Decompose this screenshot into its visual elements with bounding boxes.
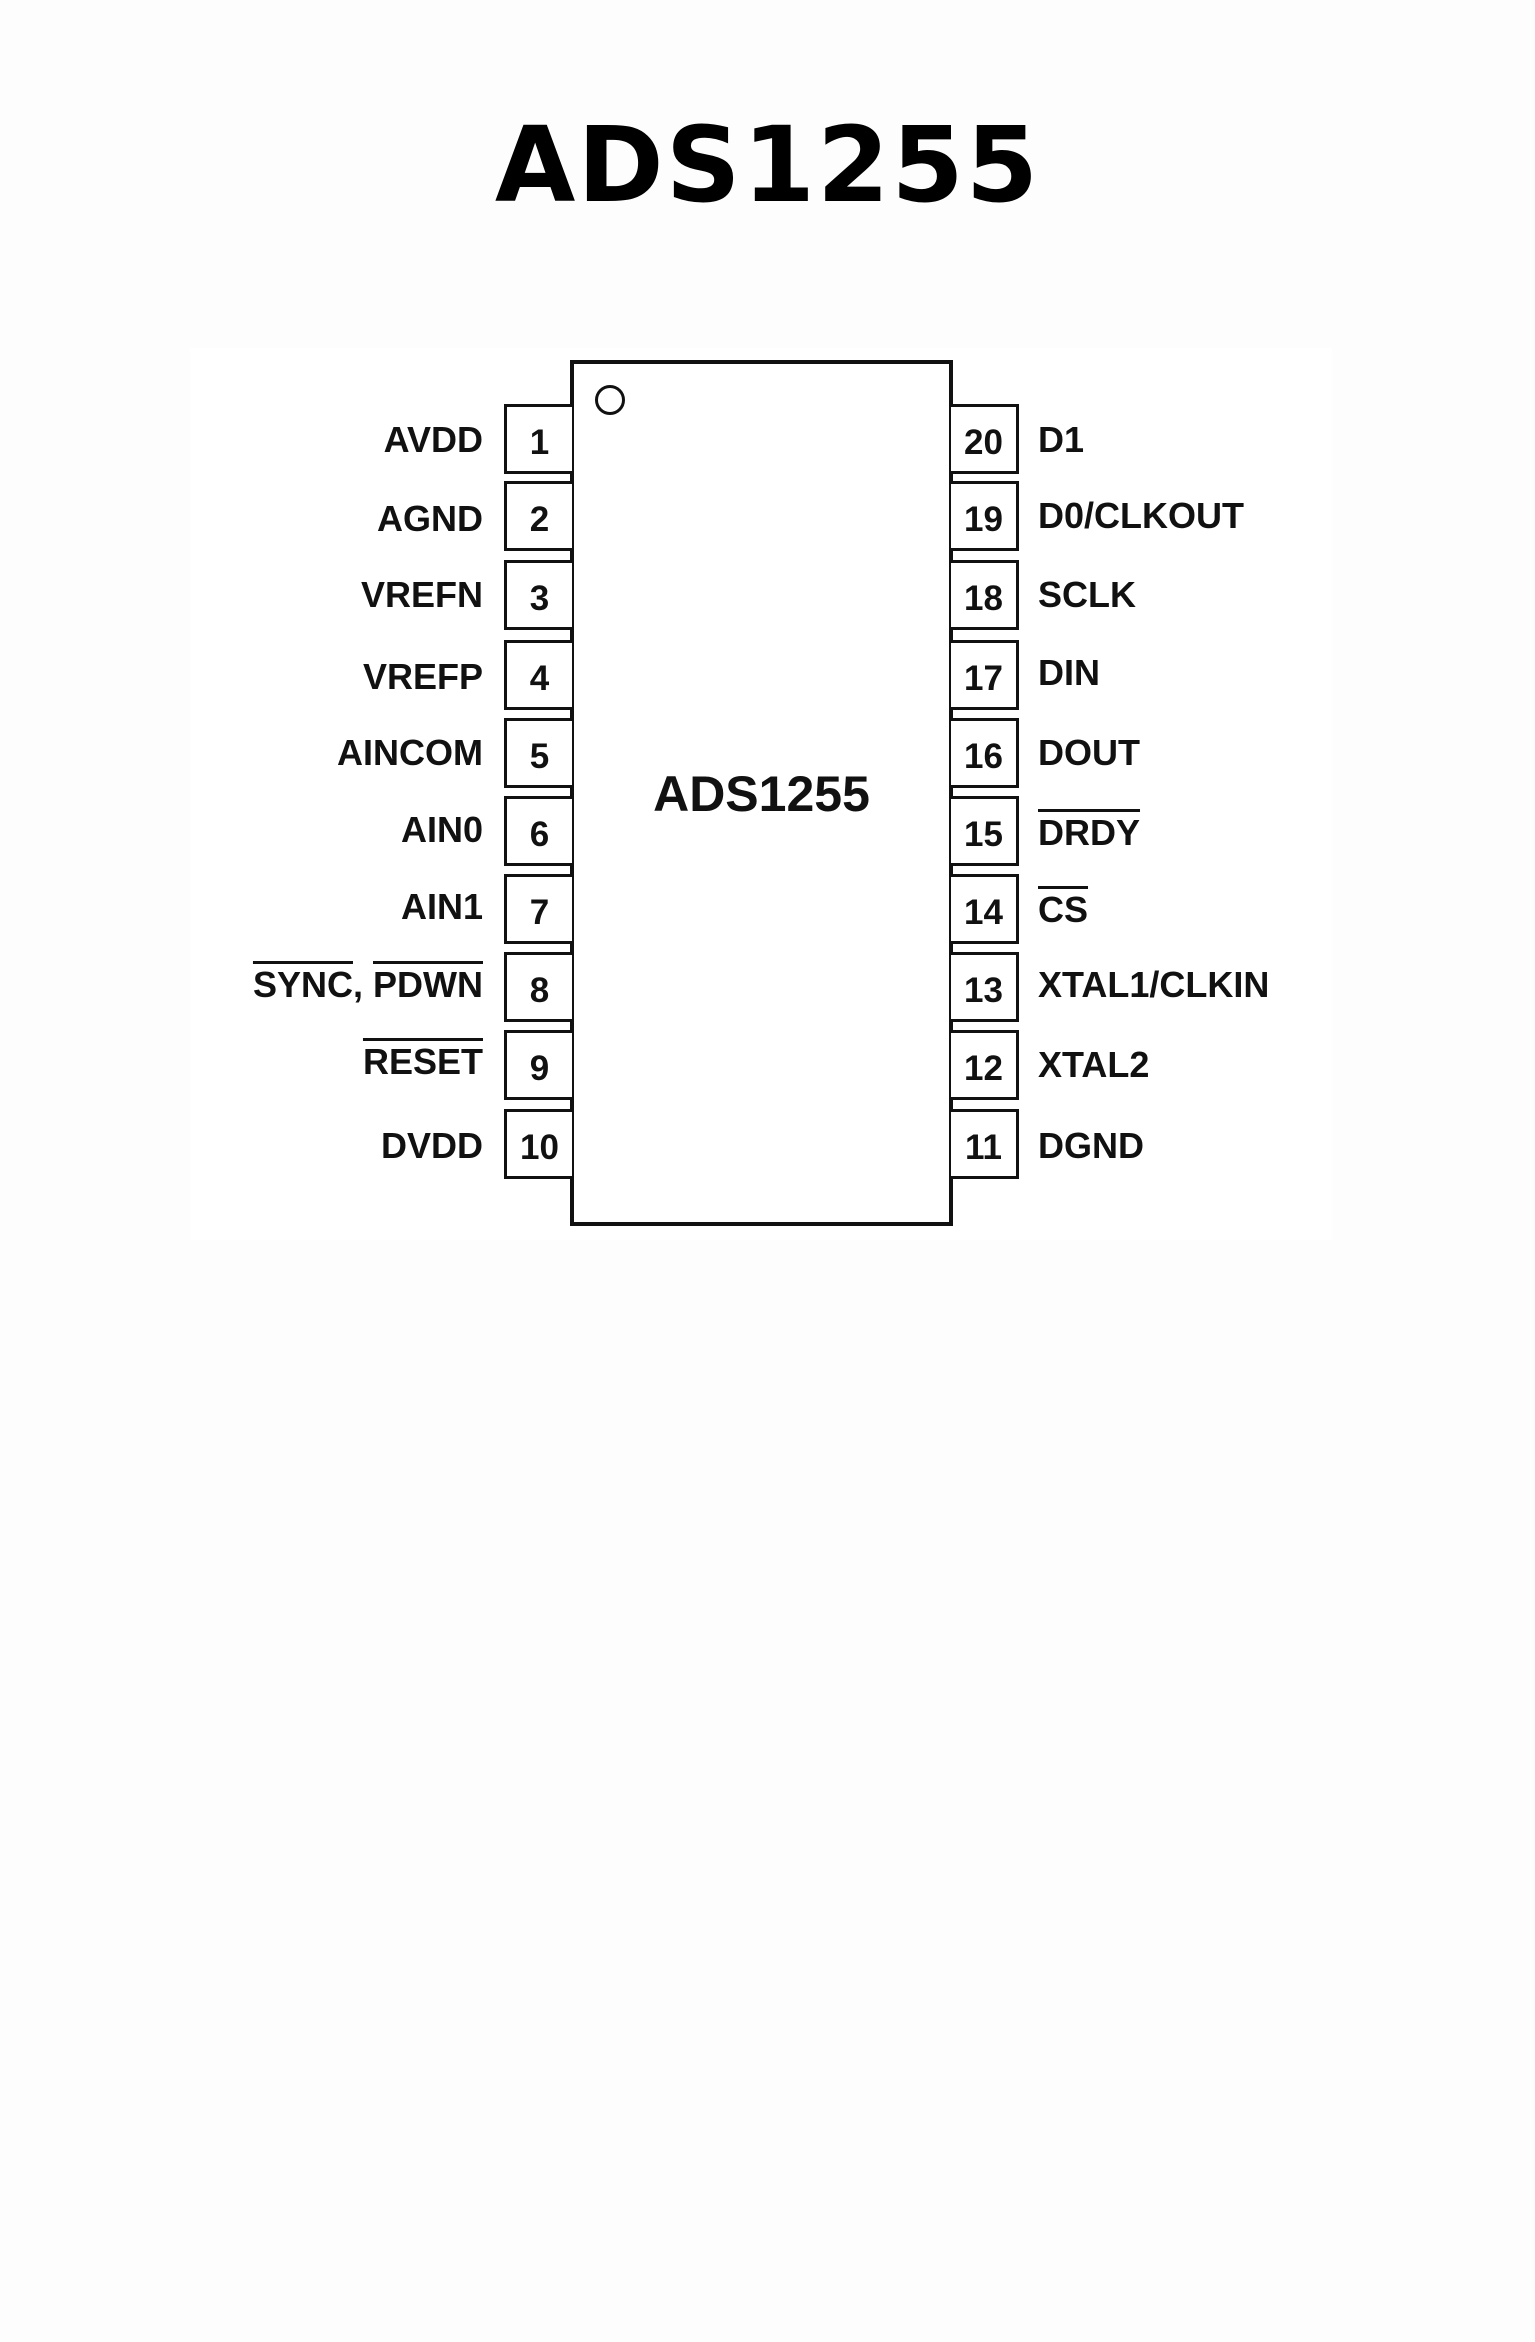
pin-11-label: DGND	[1038, 1125, 1144, 1166]
pin-9-label: RESET	[362, 1041, 483, 1082]
pin-9-number: 9	[504, 1030, 572, 1100]
pin-14-label: $\overline{CS}$	[1038, 889, 1089, 930]
pin-15-number: 15	[951, 796, 1019, 866]
pin-16-label: DOUT	[1038, 732, 1140, 773]
pin-10-label: DVDD	[380, 1125, 483, 1166]
pin-14-number: 14	[951, 874, 1019, 944]
pin-3-number: 3	[504, 560, 572, 630]
pin-5-number: 5	[504, 718, 572, 788]
pin1-marker-icon	[595, 385, 625, 415]
pin-17-number: 17	[951, 640, 1019, 710]
pin-7-number: 7	[504, 874, 572, 944]
pin-19-number: 19	[951, 481, 1019, 551]
pin-16-number: 16	[951, 718, 1019, 788]
pin-12-label: XTAL2	[1038, 1044, 1150, 1085]
pin-5-label: AINCOM	[337, 732, 483, 773]
pin-18-label: SCLK	[1038, 574, 1136, 615]
pin-8-label-sync: SYNC	[252, 964, 353, 1005]
pin-18-number: 18	[951, 560, 1019, 630]
pin-12-number: 12	[951, 1030, 1019, 1100]
pin-20-number: 20	[951, 404, 1019, 474]
pin-7-label: AIN1	[400, 886, 483, 927]
page-title: ADS1255	[494, 104, 1041, 226]
pin-13-number: 13	[951, 952, 1019, 1022]
pin-11-number: 11	[951, 1109, 1019, 1179]
pin-13-label: XTAL1/CLKIN	[1038, 964, 1270, 1005]
pin-8-label	[253, 963, 483, 1007]
pin-8-label-separator: ,	[352, 964, 373, 1005]
chip-label: ADS1255	[653, 766, 870, 822]
pin-8-number: 8	[504, 952, 572, 1022]
pin-1-label: AVDD	[383, 419, 483, 460]
chip-body	[570, 360, 953, 1226]
pin-15-label: DRDY	[1038, 812, 1141, 853]
pin-2-number: 2	[504, 481, 572, 551]
pin-4-number: 4	[504, 640, 572, 710]
pin-3-label: VREFN	[360, 574, 483, 615]
pin-1-number: 1	[504, 404, 572, 474]
pin-6-label: AIN0	[400, 809, 483, 850]
pin-19-label: D0/CLKOUT	[1038, 495, 1244, 536]
pin-6-number: 6	[504, 796, 572, 866]
pin-8-label-pdwn: PDWN	[373, 964, 483, 1005]
pin-17-label: DIN	[1038, 652, 1100, 693]
pin-10-number: 10	[504, 1109, 572, 1179]
pin-20-label: D1	[1038, 419, 1085, 460]
pin-2-label: AGND	[377, 498, 483, 539]
pin-4-label: VREFP	[362, 656, 483, 697]
